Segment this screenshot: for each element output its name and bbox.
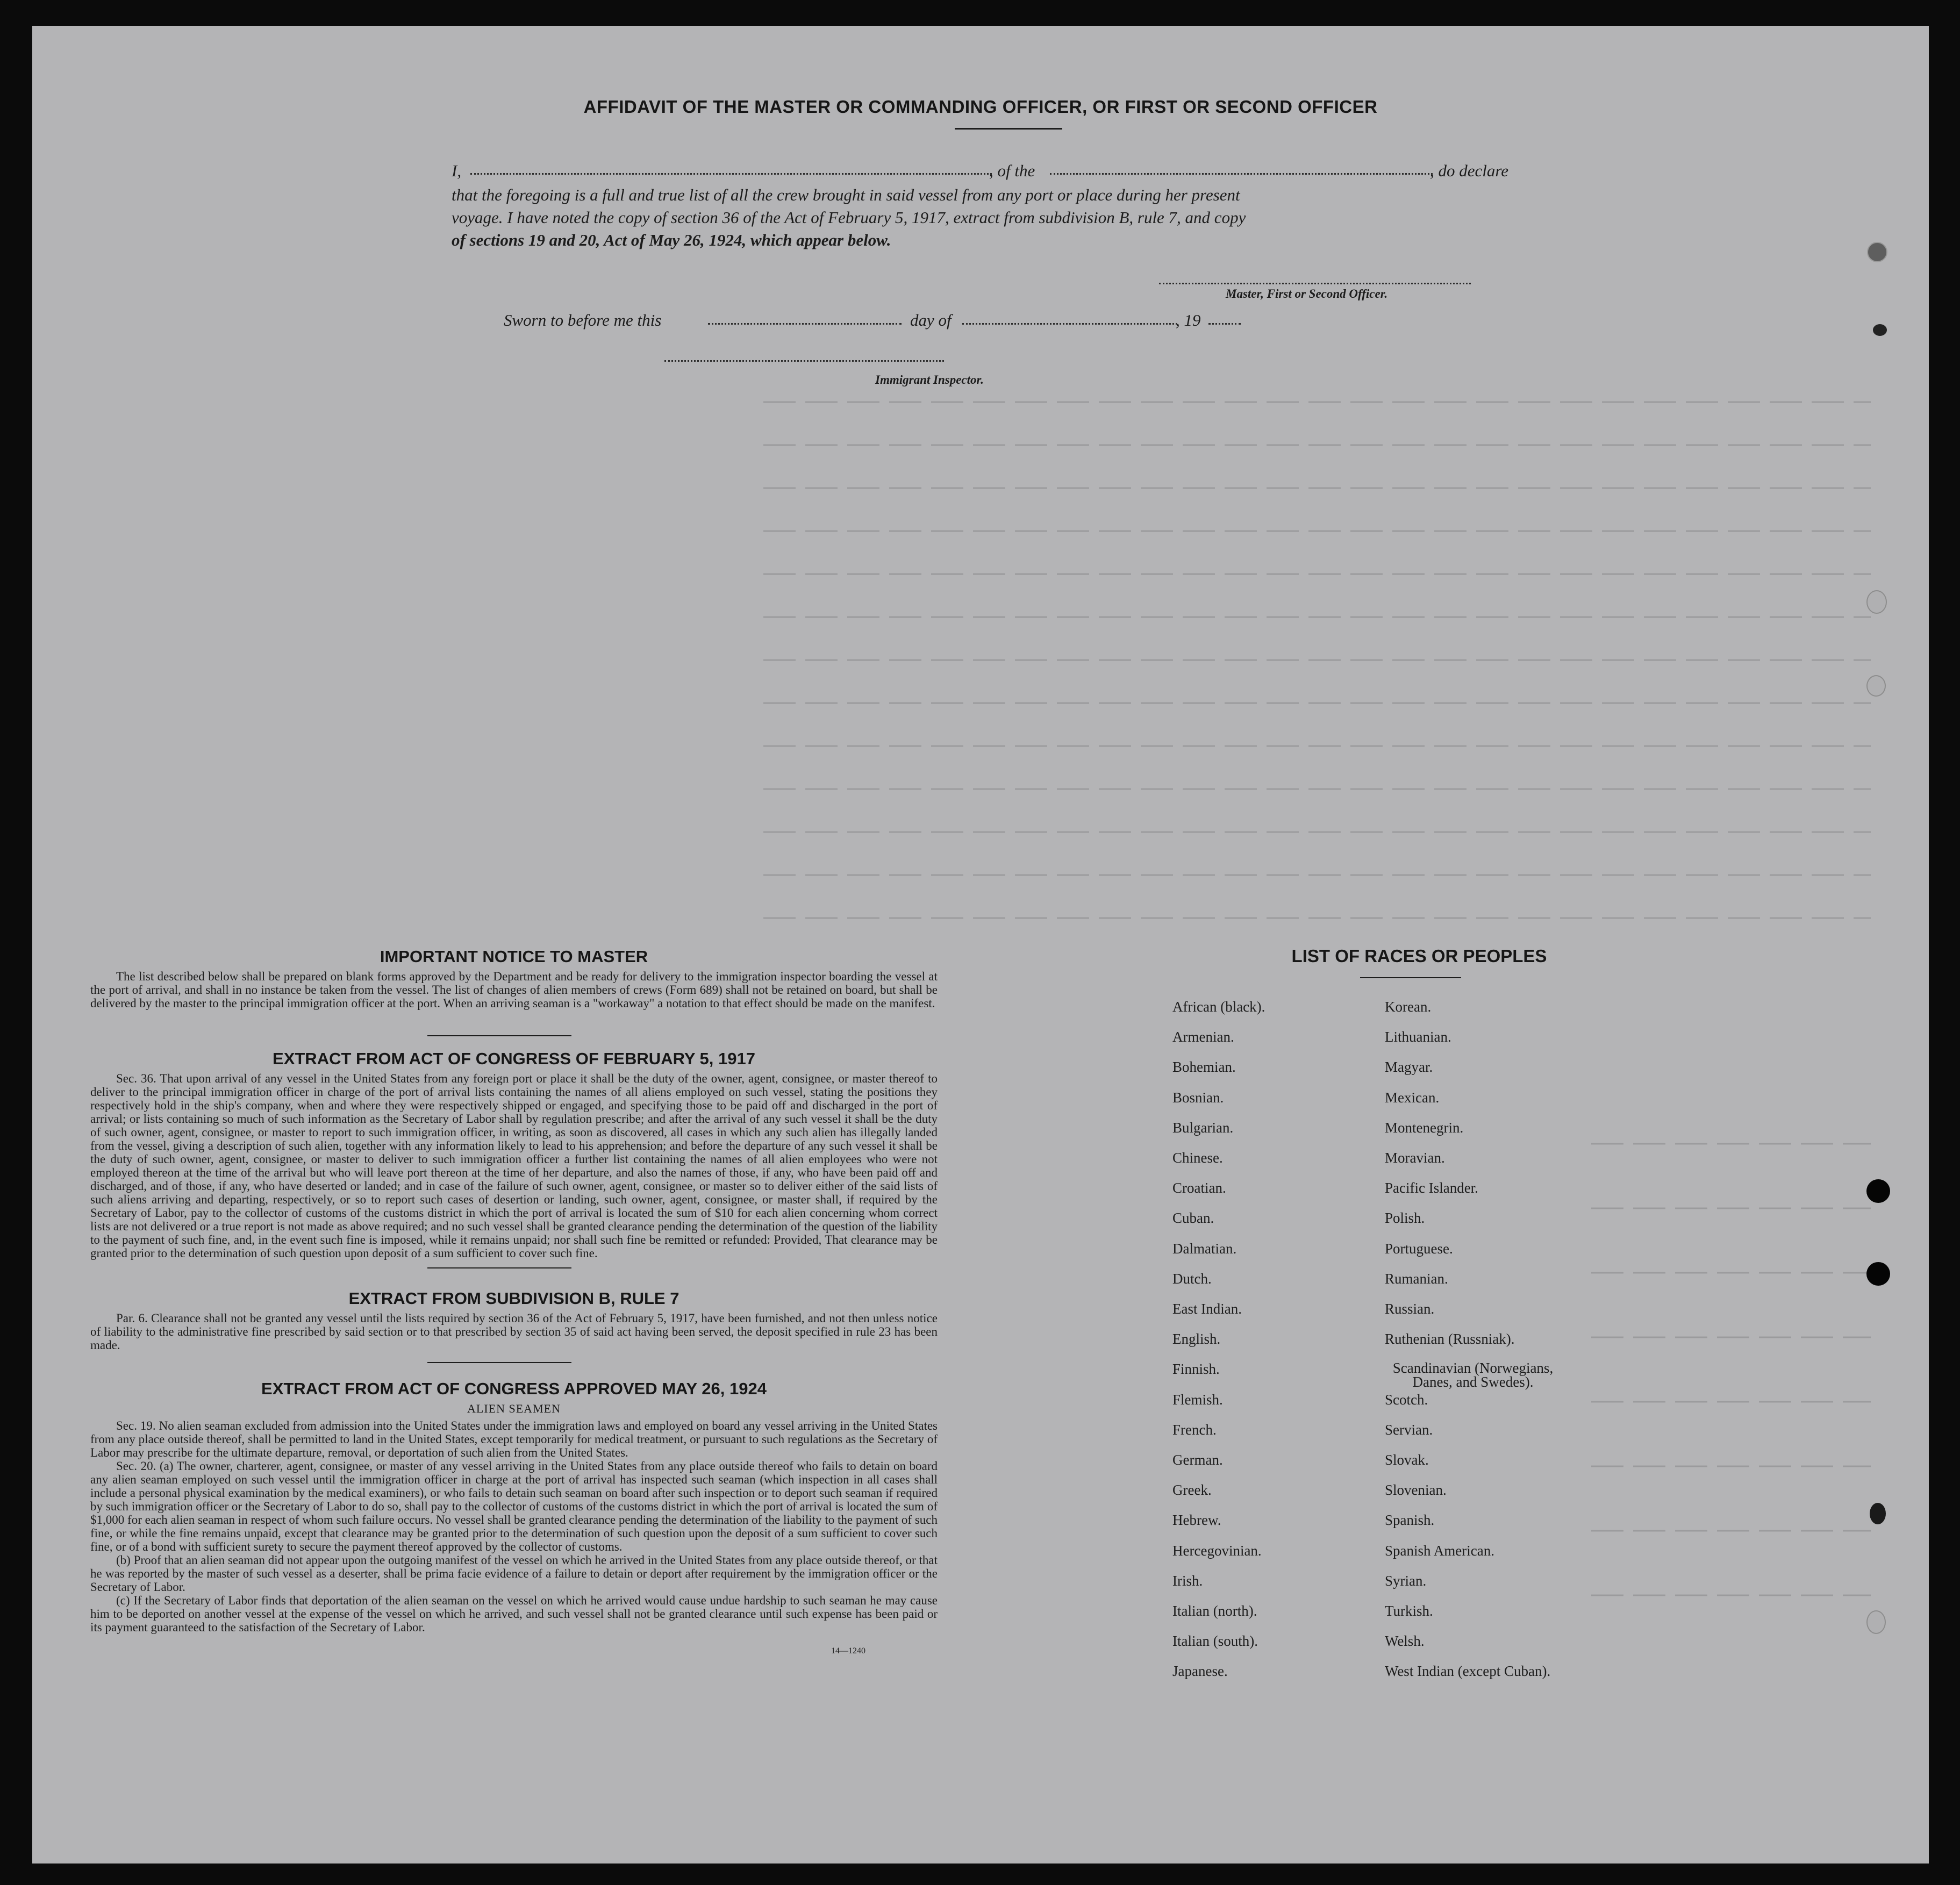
race-entry: Italian (north). (1172, 1603, 1257, 1619)
race-entry: Syrian. (1385, 1572, 1427, 1589)
race-entry: Mexican. (1385, 1089, 1440, 1106)
document-page (32, 26, 1929, 1864)
race-entry: Scotch. (1385, 1391, 1428, 1408)
punch-hole-icon (1866, 1179, 1890, 1203)
inspector-signature-field[interactable] (664, 360, 944, 362)
punch-hole-icon (1867, 242, 1887, 262)
section-divider (427, 1362, 571, 1363)
races-divider (1360, 977, 1461, 978)
race-entry: Italian (south). (1172, 1633, 1258, 1650)
form-number: 14—1240 (831, 1646, 865, 1655)
extract-1924-body (90, 1419, 938, 1634)
race-entry: Armenian. (1172, 1029, 1234, 1045)
race-entry: Pacific Islander. (1385, 1180, 1478, 1196)
race-entry: West Indian (except Cuban). (1385, 1663, 1551, 1680)
year-label: , 19 (1176, 311, 1201, 329)
inspector-caption: Immigrant Inspector. (875, 373, 984, 386)
punch-hole-icon (1866, 675, 1886, 697)
race-entry: Cuban. (1172, 1210, 1214, 1227)
punch-hole-icon (1866, 590, 1887, 614)
race-entry: Lithuanian. (1385, 1029, 1451, 1045)
section-20a-text: Sec. 20. (a) The owner, charterer, agent, consignee, or master of any vessel arriving in the United States from any place outside thereof who fails to detain on board any alien seaman employed on such vessel until the immigration officer in charge at the port of arrival has inspected such seaman (which inspection in all cases shall include a personal physical examination by the medical examiners), or who fails to detain such seaman on board after such inspection or to deport such seaman if required by such immigration officer or the Secretary of Labor to do so, shall pay to the collector of customs of the customs district in which the port of arrival is located the sum of $1,000 for each alien seaman in respect of whom such failure occurs. No vessel shall be granted clearance pending the determination of the liability to the payment of such fine, or while the fine remains unpaid, except that clearance may be granted prior to the determination of such question upon the deposit of a sum sufficient to cover such fine, or of a bond with sufficient surety to secure the payment thereof approved by the collector of customs. (90, 1459, 938, 1553)
affidavit-title: AFFIDAVIT OF THE MASTER OR COMMANDING OFFICER, OR FIRST OR SECOND OFFICER (583, 97, 1378, 117)
extract-1924-title: EXTRACT FROM ACT OF CONGRESS APPROVED MAY 26, 1924 (261, 1379, 767, 1398)
punch-hole-icon (1870, 1503, 1886, 1524)
race-entry: Slovenian. (1385, 1482, 1447, 1499)
affidavit-pronoun: I, (452, 161, 462, 180)
alien-seamen-subtitle: ALIEN SEAMEN (467, 1402, 561, 1415)
affidavit-line-3: voyage. I have noted the copy of section 36 of the Act of February 5, 1917, extract from subdivision B, rule 7, and copy (452, 208, 1246, 227)
sworn-month-field[interactable] (962, 323, 1177, 325)
race-entry: Portuguese. (1385, 1240, 1453, 1257)
race-entry: Dutch. (1172, 1270, 1212, 1287)
race-entry: Bosnian. (1172, 1089, 1224, 1106)
race-entry: Spanish American. (1385, 1542, 1494, 1559)
race-entry: Flemish. (1172, 1391, 1223, 1408)
race-entry: Bohemian. (1172, 1059, 1236, 1076)
race-entry: Chinese. (1172, 1150, 1223, 1166)
sworn-year-field[interactable] (1208, 323, 1241, 325)
section-36-text: Sec. 36. That upon arrival of any vessel in the United States from any foreign port or place it shall be the duty of the owner, agent, consignee, or master thereof to deliver to the principal immigration officer in charge of the port of arrival lists containing the names of all aliens employed on such vessel, stating the positions they respectively hold in the ship's company, when and where they were respectively shipped or engaged, and specifying those to be paid off and discharged in the port of arrival; or lists containing so much of such information as the Secretary of Labor shall by regulation prescribe; and after the arrival of any such vessel it shall be the duty of such owner, agent, consignee, or master to report to such immigration officer, in writing, as soon as discovered, all cases in which any such alien has illegally landed from the vessel, giving a description of such alien, together with any information likely to lead to his apprehension; and before the departure of any such vessel it shall be the duty of such owner, agent, consignee, or master to deliver to such immigration officer a further list containing the names of all alien employees who were not employed thereon at the time of the arrival but who will leave port thereon at the time of her departure, and also the names of those, if any, who have been paid off and discharged, and of those, if any, who have deserted or landed; and in case of the failure of such owner, agent, consignee, or master so to deliver either of the said lists of such aliens arriving and departing, respectively, or so to report such cases of desertion or landing, such owner, agent, consignee, or master shall, if required by the Secretary of Labor, pay to the collector of customs of the customs district in which the port of arrival is located the sum of $10 for each alien concerning whom correct lists are not delivered or a true report is not made as above required; and no such vessel shall be granted clearance pending the determination of the question of the liability to the payment of such fine, and, in the event such fine is imposed, while it remains unpaid; nor shall such fine be remitted or refunded: Provided, That clearance may be granted prior to the determination of such question upon deposit of a sum sufficient to cover such fine. (90, 1072, 938, 1260)
race-entry: Dalmatian. (1172, 1240, 1237, 1257)
master-name-field[interactable] (470, 173, 992, 175)
section-divider (427, 1267, 571, 1268)
extract-rule7-body (90, 1311, 938, 1352)
notice-text: The list described below shall be prepared on blank forms approved by the Department and be ready for delivery to the immigration inspector boarding the vessel at the port of arrival, and shall in no instance be taken from the vessel. The list of changes of alien members of crews (Form 689) shall not be retained on board, but shall be delivered by the master to the principal immigration officer at the port. When an arriving seaman is a "workaway" a notation to that effect should be made on the manifest. (90, 970, 938, 1010)
race-entry: East Indian. (1172, 1301, 1242, 1317)
extract-1917-title: EXTRACT FROM ACT OF CONGRESS OF FEBRUARY 5, 1917 (273, 1049, 755, 1068)
race-entry: Rumanian. (1385, 1270, 1448, 1287)
race-entry: French. (1172, 1421, 1217, 1438)
punch-hole-icon (1866, 1610, 1886, 1634)
extract-rule7-title: EXTRACT FROM SUBDIVISION B, RULE 7 (348, 1289, 679, 1308)
race-entry: Polish. (1385, 1210, 1425, 1227)
race-entry: German. (1172, 1452, 1223, 1468)
affidavit-line-2: that the foregoing is a full and true list of all the crew brought in said vessel from any port or place during her present (452, 185, 1240, 204)
race-entry: Bulgarian. (1172, 1119, 1234, 1136)
race-entry: Hebrew. (1172, 1512, 1221, 1529)
section-19-text: Sec. 19. No alien seaman excluded from admission into the United States under the immigration laws and employed on board any vessel arriving in the United States from any place outside thereof, shall be permitted to land in the United States, except temporarily for medical treatment, or pursuant to such regulations as the Secretary of Labor may prescribe for the ultimate departure, removal, or deportation of such alien from the United States. (90, 1419, 938, 1459)
master-signature-field[interactable] (1159, 283, 1471, 284)
section-20b-text: (b) Proof that an alien seaman did not appear upon the outgoing manifest of the vessel on which he arrived in the United States from any place outside thereof, or that he was reported by the master of such vessel as a deserter, shall be prima facie evidence of a failure to detain or deport after requirement by the immigration officer or the Secretary of Labor. (90, 1553, 938, 1594)
race-entry: Turkish. (1385, 1603, 1433, 1619)
affidavit-line-4: of sections 19 and 20, Act of May 26, 1924, which appear below. (452, 231, 891, 249)
sworn-label: Sworn to before me this (504, 311, 662, 329)
affidavit-of-the: , of the (989, 161, 1035, 180)
vessel-name-field[interactable] (1050, 173, 1433, 175)
master-caption: Master, First or Second Officer. (1226, 287, 1388, 300)
race-entry: Korean. (1385, 999, 1432, 1015)
race-entry: Irish. (1172, 1572, 1203, 1589)
notice-body (90, 970, 938, 1010)
punch-hole-icon (1866, 1262, 1890, 1286)
race-entry: Magyar. (1385, 1059, 1433, 1076)
race-entry: Croatian. (1172, 1180, 1226, 1196)
race-entry: Greek. (1172, 1482, 1212, 1499)
sworn-day-field[interactable] (708, 323, 902, 325)
race-entry: Japanese. (1172, 1663, 1228, 1680)
punch-hole-icon (1873, 324, 1887, 336)
race-entry: Russian. (1385, 1301, 1435, 1317)
paragraph-6-text: Par. 6. Clearance shall not be granted any vessel until the lists required by section 36 of the Act of February 5, 1917, have been furnished, and not then unless notice of liability to the administrative fine prescribed by said section or to that prescribed by section 35 of said act having been served, the deposit specified in rule 23 has been made. (90, 1311, 938, 1352)
race-entry: African (black). (1172, 999, 1265, 1015)
notice-title: IMPORTANT NOTICE TO MASTER (380, 947, 648, 966)
day-of-label: day of (910, 311, 952, 329)
affidavit-do-declare: , do declare (1430, 161, 1509, 180)
section-divider (427, 1035, 571, 1036)
race-entry: Finnish. (1172, 1361, 1220, 1378)
race-entry: Welsh. (1385, 1633, 1425, 1650)
race-entry: Spanish. (1385, 1512, 1435, 1529)
section-20c-text: (c) If the Secretary of Labor finds that deportation of the alien seaman on the vessel on which he arrived would cause undue hardship to such seaman he may cause him to be deported on another vessel at the expense of the vessel on which he arrived, and such vessel shall not be granted clearance until such expense has been paid or its payment guaranteed to the satisfaction of the Secretary of Labor. (90, 1594, 938, 1634)
title-divider (955, 128, 1062, 130)
race-entry: Slovak. (1385, 1452, 1429, 1468)
race-entry: Scandinavian (Norwegians, Danes, and Swedes). (1392, 1360, 1554, 1391)
race-entry: English. (1172, 1331, 1221, 1348)
races-title: LIST OF RACES OR PEOPLES (1291, 946, 1547, 966)
race-entry: Moravian. (1385, 1150, 1445, 1166)
extract-1917-body (90, 1072, 938, 1260)
race-entry: Montenegrin. (1385, 1119, 1464, 1136)
race-entry: Servian. (1385, 1421, 1433, 1438)
race-entry: Ruthenian (Russniak). (1385, 1331, 1515, 1348)
race-entry: Hercegovinian. (1172, 1542, 1262, 1559)
